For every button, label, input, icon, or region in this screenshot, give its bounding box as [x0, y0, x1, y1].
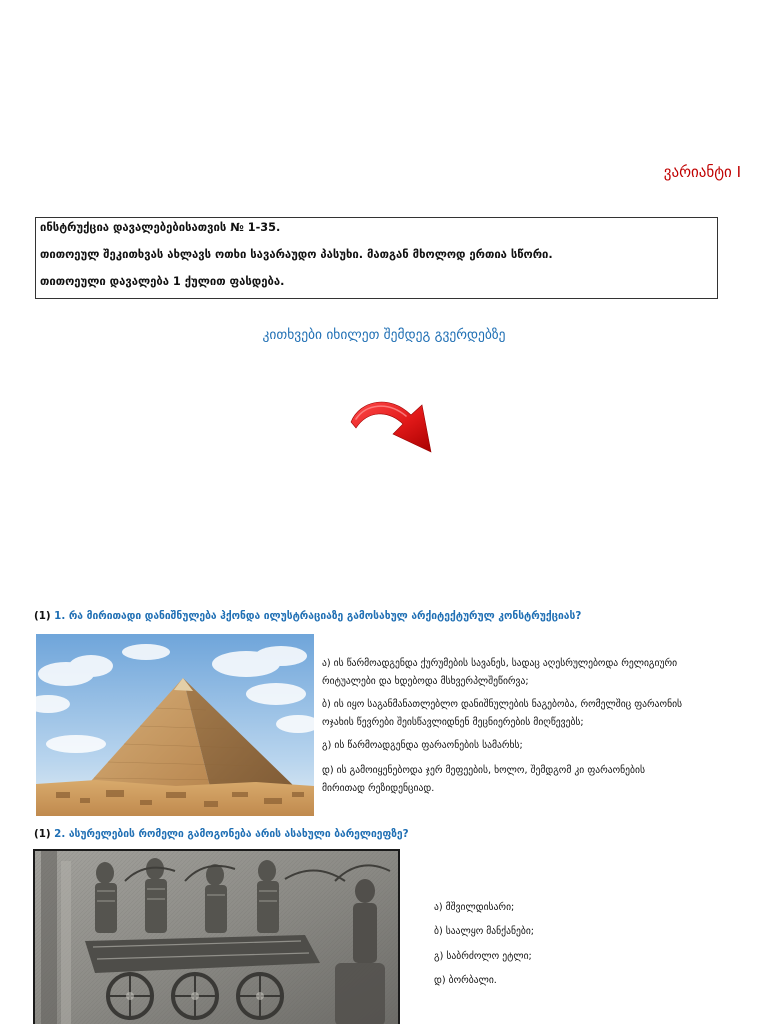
option-d: დ) ის გამოიყენებოდა ჯერ მეფეების, ხოლო, შემდგომ კი ფარაონების მირითად რეზიდენციად. [322, 765, 645, 794]
option-b: ბ) საალყო მანქანები; [434, 926, 535, 937]
question-points: (1) [34, 610, 51, 622]
option-d: დ) ბორბალი. [434, 975, 497, 986]
option-a: ა) მშვილდისარი; [434, 902, 515, 913]
instruction-line: თითოეული დავალება 1 ქულით ფასდება. [40, 275, 285, 288]
assyrian-relief-photo [33, 849, 400, 1024]
pyramid-photo [36, 634, 314, 816]
question-1-header [34, 608, 581, 624]
instruction-line: თითოეულ შეკითხვას ახლავს ოთხი სავარაუდო პასუხი. მათგან მხოლოდ ერთია სწორი. [40, 248, 553, 261]
question-text: 1. რა მირითადი დანიშნულება ჰქონდა ილუსტრაციაზე გამოსახულ არქიტექტურულ კონსტრუქციას? [54, 610, 582, 622]
instruction-line: ინსტრუქცია დავალებებისათვის № 1-35. [40, 221, 281, 234]
see-next-pages-note: კითხვები იხილეთ შემდეგ გვერდებზე [262, 327, 506, 343]
question-points: (1) [34, 828, 51, 840]
variant-label: ვარიანტი I [663, 163, 741, 181]
instructions-box [35, 217, 718, 299]
curved-arrow-icon [348, 392, 436, 456]
option-b: ბ) ის იყო საგანმანათლებლო დანიშნულების ნაგებობა, რომელშიც ფარაონის ოჯახის წევრები შეისწავლიდნენ მეცნიერების მიღწევებს; [322, 699, 683, 728]
option-c: გ) საბრძოლო ეტლი; [434, 951, 532, 962]
option-c: გ) ის წარმოადგენდა ფარაონების სამარხს; [322, 740, 523, 751]
question-text: 2. ასურელების რომელი გამოგონება არის ასახული ბარელიეფზე? [54, 828, 409, 840]
option-a: ა) ის წარმოადგენდა ქურუმების სავანეს, სადაც აღესრულებოდა რელიგიური რიტუალები და ხდებოდა მსხვერპლშეწირვა; [322, 658, 678, 687]
question-2-header [34, 826, 409, 842]
